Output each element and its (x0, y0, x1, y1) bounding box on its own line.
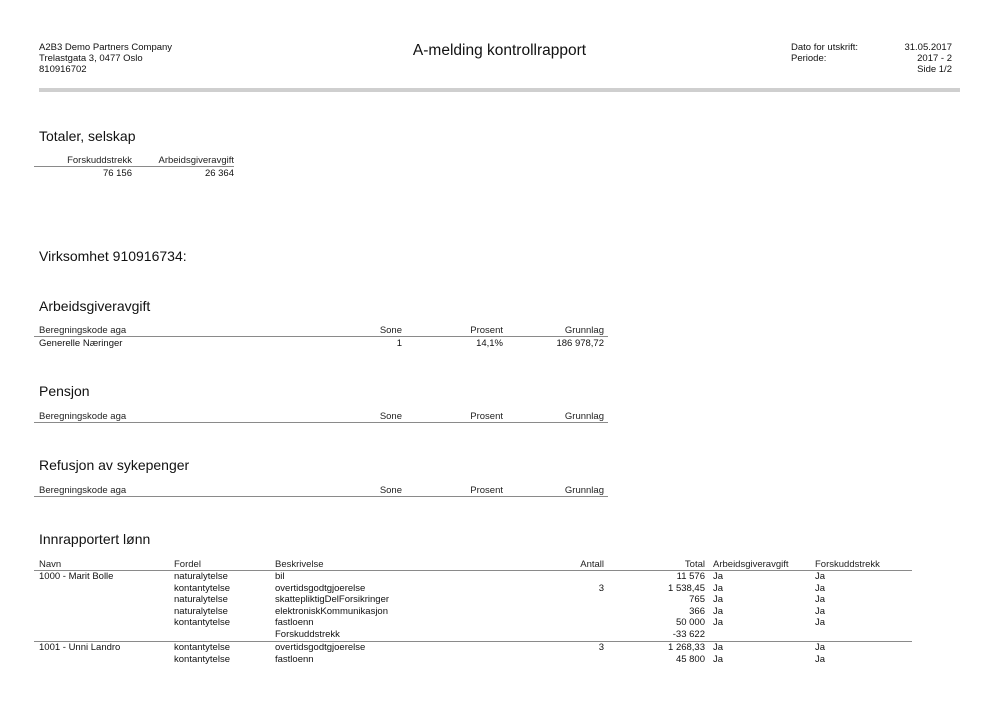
aga-row-prosent: 14,1% (476, 338, 503, 349)
company-address: Trelastgata 3, 0477 Oslo (39, 53, 143, 64)
period-label: Periode: (791, 53, 827, 64)
trekk-cell: Ja (815, 605, 826, 617)
page-number: Side 1/2 (917, 64, 952, 75)
total-cell: -33 622 (672, 628, 705, 640)
pensjon-header-grunnlag: Grunnlag (564, 411, 604, 422)
trekk-cell: Ja (815, 571, 826, 582)
employee-rows-1001 (0, 642, 999, 665)
aga-header-sone: Sone (379, 325, 402, 336)
table-row (0, 617, 999, 629)
beskrivelse-cell: fastloenn (275, 653, 314, 665)
aga-cell: Ja (713, 642, 724, 653)
aga-cell: Ja (713, 571, 724, 582)
refusjon-header-grunnlag: Grunnlag (564, 485, 604, 496)
print-date: 31.05.2017 (904, 42, 952, 53)
totals-header-forskuddstrekk: Forskuddstrekk (67, 155, 132, 166)
aga-cell: Ja (713, 605, 724, 617)
company-org-number: 810916702 (39, 64, 87, 75)
pensjon-header-rule (34, 422, 608, 423)
aga-cell: Ja (713, 594, 724, 606)
table-row (0, 583, 999, 595)
trekk-cell: Ja (815, 653, 826, 665)
fordel-cell: naturalytelse (174, 605, 228, 617)
fordel-cell: naturalytelse (174, 594, 228, 606)
fordel-cell: kontantytelse (174, 642, 230, 653)
lonn-title: Innrapportert lønn (39, 531, 151, 547)
fordel-cell: kontantytelse (174, 617, 230, 629)
aga-cell: Ja (713, 617, 724, 629)
lonn-header-antall: Antall (580, 559, 604, 570)
antall-cell: 3 (598, 582, 604, 594)
table-row (0, 594, 999, 606)
aga-cell: Ja (713, 582, 724, 594)
lonn-header-arbeidsgiveravgift: Arbeidsgiveravgift (713, 559, 789, 570)
employee-name: 1001 - Unni Landro (39, 642, 121, 653)
trekk-cell: Ja (815, 594, 826, 606)
antall-cell: 3 (598, 642, 604, 653)
total-cell: 366 (689, 605, 705, 617)
pensjon-header-kode: Beregningskode aga (39, 411, 127, 422)
totals-header-rule (34, 166, 234, 167)
beskrivelse-cell: elektroniskKommunikasjon (275, 605, 388, 617)
fordel-cell: kontantytelse (174, 582, 230, 594)
table-row (0, 642, 999, 654)
totals-header-arbeidsgiveravgift: Arbeidsgiveravgift (158, 155, 234, 166)
table-row (0, 606, 999, 618)
beskrivelse-cell: bil (275, 571, 285, 582)
total-cell: 1 538,45 (668, 582, 705, 594)
total-cell: 765 (689, 594, 705, 606)
refusjon-header-kode: Beregningskode aga (39, 485, 127, 496)
lonn-header-beskrivelse: Beskrivelse (275, 559, 324, 570)
trekk-cell: Ja (815, 617, 826, 629)
pensjon-title: Pensjon (39, 383, 90, 399)
print-date-label: Dato for utskrift: (791, 42, 859, 53)
report-title: A-melding kontrollrapport (412, 42, 587, 59)
company-name: A2B3 Demo Partners Company (39, 42, 173, 53)
pensjon-header-prosent: Prosent (470, 411, 503, 422)
aga-row-kode: Generelle Næringer (39, 338, 123, 349)
fordel-cell: kontantytelse (174, 653, 230, 665)
refusjon-header-prosent: Prosent (470, 485, 503, 496)
period-value: 2017 - 2 (917, 53, 952, 64)
lonn-header-forskuddstrekk: Forskuddstrekk (815, 559, 880, 570)
aga-row-sone: 1 (396, 338, 402, 349)
aga-header-grunnlag: Grunnlag (564, 325, 604, 336)
aga-header-kode: Beregningskode aga (39, 325, 127, 336)
totals-value-arbeidsgiveravgift: 26 364 (204, 168, 234, 179)
lonn-header-fordel: Fordel (174, 559, 201, 570)
trekk-cell: Ja (815, 642, 826, 653)
total-cell: 11 576 (676, 571, 705, 582)
lonn-header-total: Total (684, 559, 705, 570)
virksomhet-title: Virksomhet 910916734: (39, 248, 187, 264)
totals-title: Totaler, selskap (39, 128, 136, 144)
trekk-cell: Ja (815, 582, 826, 594)
totals-value-forskuddstrekk: 76 156 (102, 168, 132, 179)
table-row (0, 654, 999, 666)
employee-rows-1000 (0, 571, 999, 641)
table-row (0, 571, 999, 583)
pensjon-header-sone: Sone (379, 411, 402, 422)
beskrivelse-cell: skattepliktigDelForsikringer (275, 594, 390, 606)
aga-header-prosent: Prosent (470, 325, 503, 336)
refusjon-title: Refusjon av sykepenger (39, 457, 190, 473)
beskrivelse-cell: Forskuddstrekk (275, 628, 340, 640)
lonn-header-navn: Navn (39, 559, 62, 570)
fordel-cell: naturalytelse (174, 571, 228, 582)
employee-name: 1000 - Marit Bolle (39, 571, 114, 582)
beskrivelse-cell: fastloenn (275, 617, 314, 629)
table-row (0, 629, 999, 641)
aga-cell: Ja (713, 653, 724, 665)
header-divider (39, 88, 960, 92)
meta-labels (791, 42, 858, 64)
refusjon-header-rule (34, 496, 608, 497)
meta-values (860, 42, 952, 75)
beskrivelse-cell: overtidsgodtgjoerelse (275, 642, 366, 653)
aga-row-grunnlag: 186 978,72 (556, 338, 604, 349)
aga-header-rule (34, 336, 608, 337)
refusjon-header-sone: Sone (379, 485, 402, 496)
total-cell: 1 268,33 (668, 642, 705, 653)
total-cell: 45 800 (675, 653, 705, 665)
total-cell: 50 000 (675, 617, 705, 629)
aga-title: Arbeidsgiveravgift (39, 298, 151, 314)
beskrivelse-cell: overtidsgodtgjoerelse (275, 582, 366, 594)
